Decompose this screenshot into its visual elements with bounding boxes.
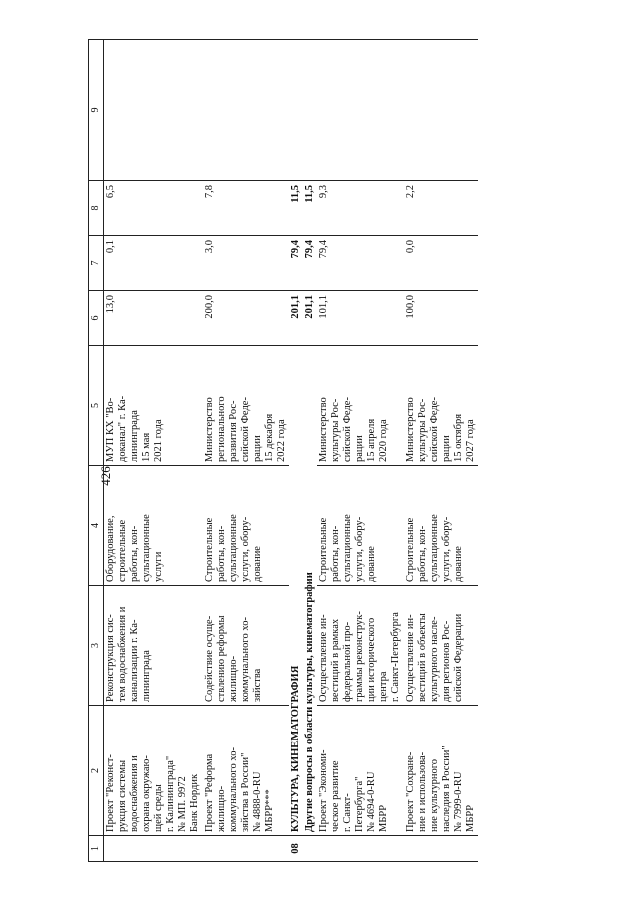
subsection-value-8: 11,5 <box>303 181 317 236</box>
value-cell-8: 9,3 <box>317 181 403 236</box>
value-cell-8: 2,2 <box>404 181 478 236</box>
value-cell-9 <box>317 40 403 181</box>
subsection-title: Другие вопросы в области культуры, кинематографии <box>303 346 317 836</box>
table-row <box>404 40 478 862</box>
project-cell: Проект "Сохране- ние и использова- ние культурного наследия в России" № 7999-0-RU МБРР <box>404 706 478 836</box>
value-cell-7: 0,1 <box>104 236 203 291</box>
col-header-6: 6 <box>89 291 104 346</box>
type-cell: Строительные работы, кон- сультационные услуги, обору- дование <box>404 466 478 586</box>
project-cell: Проект "Реформа жилищно- коммунального хо- зяйства в России" № 4888-0-RU МБРР*** <box>203 706 289 836</box>
type-cell: Строительные работы, кон- сультационные услуги, обору- дование <box>317 466 403 586</box>
col-header-4: 4 <box>89 466 104 586</box>
section-code: 08 <box>289 836 303 862</box>
value-cell-7: 79,4 <box>317 236 403 291</box>
credit-table <box>88 39 478 862</box>
value-cell-6: 200,0 <box>203 291 289 346</box>
col-header-3: 3 <box>89 586 104 706</box>
project-cell: Проект "Реконст- рукция системы водоснабжения и охрана окружаю- щей среды г. Калининграда" № МП. 9972 Банк Нордик <box>104 706 203 836</box>
section-value-7: 79,4 <box>289 236 303 291</box>
project-cell: Проект "Экономи- ческое развитие г. Санкт- Петербурга" № 4694-0-RU МБРР <box>317 706 403 836</box>
table-row <box>104 40 203 862</box>
col-header-9: 9 <box>89 40 104 181</box>
section-row <box>289 40 303 862</box>
col-header-7: 7 <box>89 236 104 291</box>
subsection-value-6: 201,1 <box>303 291 317 346</box>
table-row <box>203 40 289 862</box>
purpose-cell: Осуществление ин- вестиций в объекты культурного насле- дия регионов Рос- сийской Федерации <box>404 586 478 706</box>
col-header-8: 8 <box>89 181 104 236</box>
rotated-table-wrapper <box>88 40 558 862</box>
purpose-cell: Осуществление ин- вестиций в рамках федеральной про- граммы реконструк- ции исторического центра г. Санкт-Петербурга <box>317 586 403 706</box>
value-cell-6: 100,0 <box>404 291 478 346</box>
section-value-6: 201,1 <box>289 291 303 346</box>
value-cell-6: 13,0 <box>104 291 203 346</box>
value-cell-6: 101,1 <box>317 291 403 346</box>
table-row <box>317 40 403 862</box>
executor-cell: Министерство культуры Рос- сийской Феде- рации 15 апреля 2020 года <box>317 346 403 466</box>
value-cell-7: 3,0 <box>203 236 289 291</box>
header-row <box>89 40 104 862</box>
value-cell-8: 6,5 <box>104 181 203 236</box>
value-cell-9 <box>104 40 203 181</box>
type-cell: Строительные работы, кон- сультационные услуги, обору- дование <box>203 466 289 586</box>
section-title: КУЛЬТУРА, КИНЕМАТОГРАФИЯ <box>289 346 303 836</box>
purpose-cell: Реконструкция сис- тем водоснабжения и канализации г. Ка- лининграда <box>104 586 203 706</box>
executor-cell: Министерство культуры Рос- сийской Феде- рации 15 октября 2027 года <box>404 346 478 466</box>
value-cell-7: 0,0 <box>404 236 478 291</box>
page-number: 426 <box>98 466 113 486</box>
type-cell: Оборудование, строительные работы, кон- сультационные услуги <box>104 466 203 586</box>
purpose-cell: Содействие осуще- ствлению реформы жилищно- коммунального хо- зяйства <box>203 586 289 706</box>
value-cell-9 <box>203 40 289 181</box>
executor-cell: Министерство регионального развития Рос- сийской Феде- рации 15 декабря 2022 года <box>203 346 289 466</box>
col-header-1: 1 <box>89 836 104 862</box>
subsection-value-7: 79,4 <box>303 236 317 291</box>
value-cell-9 <box>404 40 478 181</box>
col-header-5: 5 <box>89 346 104 466</box>
subsection-row <box>303 40 317 862</box>
value-cell-8: 7,8 <box>203 181 289 236</box>
section-value-8: 11,5 <box>289 181 303 236</box>
col-header-2: 2 <box>89 706 104 836</box>
executor-cell: МУП КХ "Во- доканал" г. Ка- лининграда 15 мая 2021 года <box>104 346 203 466</box>
